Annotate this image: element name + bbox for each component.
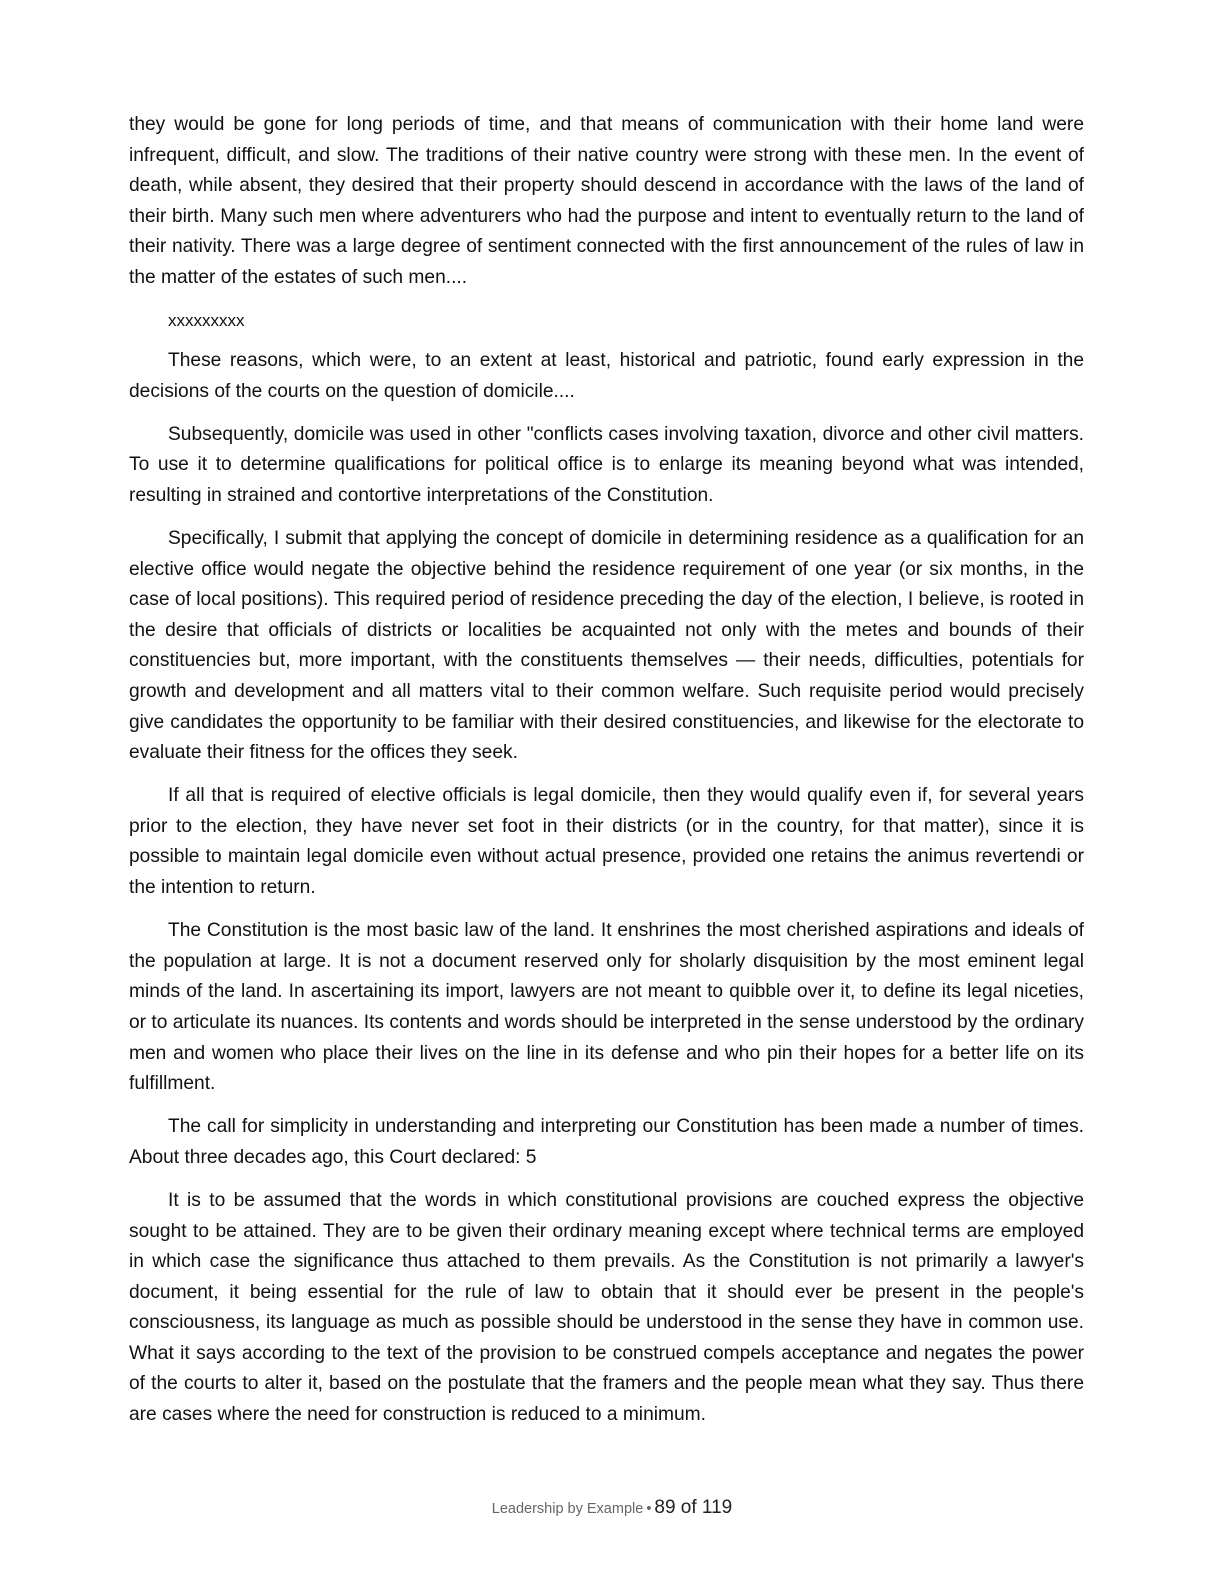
footer-title: Leadership by Example — [491, 1501, 644, 1517]
paragraph: If all that is required of elective officials is legal domicile, then they would qualify even if, for several years prior to the election, they have never set foot in their districts (or in the country, for that matter), since it is possible to maintain legal domicile even without actual presence, provided one retains the animus revertendi or the intention to return. — [129, 785, 1084, 899]
page-number: 89 of 119 — [654, 1497, 733, 1518]
footer-bullet: • — [646, 1501, 652, 1517]
paragraph: The Constitution is the most basic law of the land. It enshrines the most cherished aspirations and ideals of the population at large. It is not a document reserved only for sholarly disquisition by the most eminent legal minds of the land. In ascertaining its import, lawyers are not meant to quibble over it, to define its legal niceties, or to articulate its nuances. Its contents and words should be interpreted in the sense understood by the ordinary men and women who place their lives on the line in its defense and who pin their hopes for a better life on its fulfillment. — [129, 920, 1084, 1095]
paragraph: Subsequently, domicile was used in other "conflicts cases involving taxation, divorce and other civil matters. To use it to determine qualifications for political office is to enlarge its meaning beyond what was intended, resulting in strained and contortive interpretations of the Constitution. — [129, 423, 1084, 506]
paragraph: These reasons, which were, to an extent at least, historical and patriotic, found early expression in the decisions of the courts on the question of domicile.... — [129, 350, 1084, 402]
paragraph: Specifically, I submit that applying the concept of domicile in determining residence as a qualification for an elective office would negate the objective behind the residence requirement of one year (or six months, in the case of local positions). This required period of residence preceding the day of the election, I believe, is rooted in the desire that officials of districts or localities be acquainted not only with the metes and bounds of their constituencies but, more important, with the constituents themselves — their needs, difficulties, potentials for growth and development and all matters vital to their common welfare. Such requisite period would precisely give candidates the opportunity to be familiar with their desired constituencies, and likewise for the electorate to evaluate their fitness for the offices they seek. — [129, 528, 1084, 764]
quoted-paragraph: It is to be assumed that the words in which constitutional provisions are couched express the objective sought to be attained. They are to be given their ordinary meaning except where technical terms are employed in which case the significance thus attached to them prevails. As the Constitution is not primarily a lawyer's document, it being essential for the rule of law to obtain that it should ever be present in the people's consciousness, its language as much as possible should be understood in the sense they have in common use. What it says according to the text of the provision to be construed compels acceptance and negates the power of the courts to alter it, based on the postulate that the framers and the people mean what they say. Thus there are cases where the need for construction is reduced to a minimum. — [129, 1189, 1084, 1426]
page-body — [129, 110, 1084, 1443]
page-footer — [0, 1497, 1224, 1519]
paragraph: The call for simplicity in understanding and interpreting our Constitution has been made a number of times. About three decades ago, this Court declared: 5 — [129, 1116, 1084, 1168]
paragraph-continued: they would be gone for long periods of time, and that means of communication with their home land were infrequent, difficult, and slow. The traditions of their native country were strong with these men. In the event of death, while absent, they desired that their property should descend in accordance with the laws of the land of their birth. Many such men where adventurers who had the purpose and intent to eventually return to the land of their nativity. There was a large degree of sentiment connected with the first announcement of the rules of law in the matter of the estates of such men.... — [129, 114, 1084, 288]
section-separator: xxxxxxxxx — [168, 311, 245, 331]
